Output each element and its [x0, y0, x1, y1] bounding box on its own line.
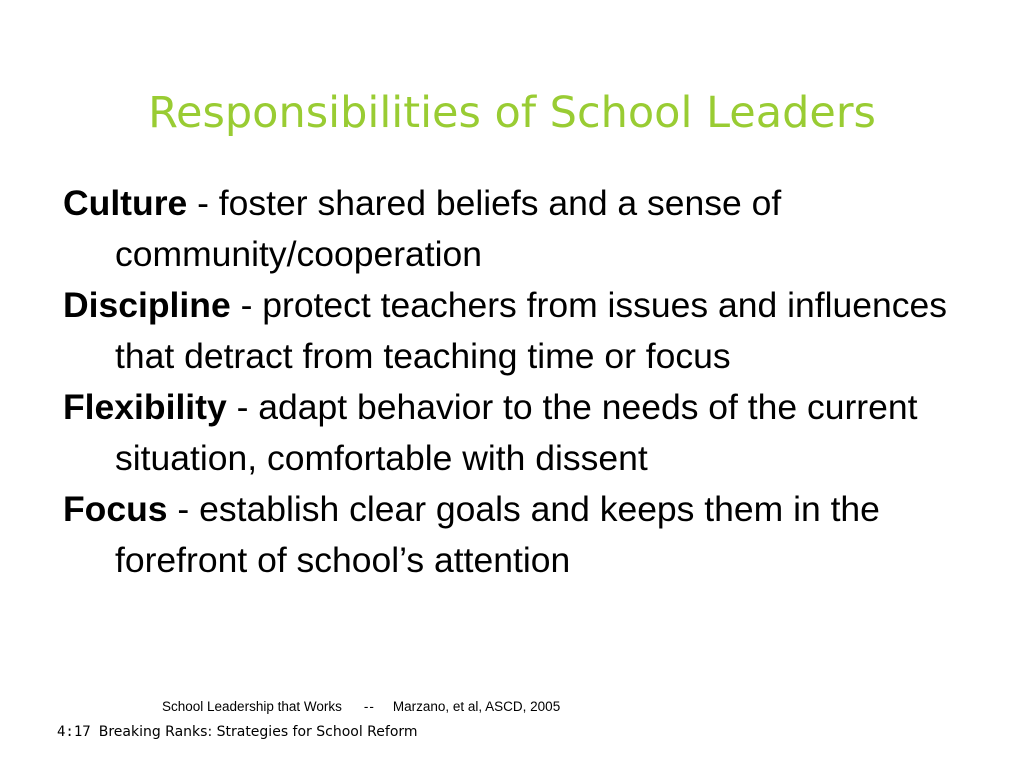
citation-author: Marzano, et al, ASCD, 2005 [392, 699, 561, 714]
item-description: - protect teachers from issues and influences that detract from teaching time or focus [115, 285, 947, 376]
item-term: Flexibility [63, 387, 227, 427]
list-item-culture [63, 178, 993, 280]
item-term: Focus [63, 489, 168, 529]
citation-separator: -- [363, 699, 375, 714]
slide-body [63, 178, 993, 586]
list-item-discipline [63, 280, 993, 382]
item-description: - foster shared beliefs and a sense of community/cooperation [115, 183, 782, 274]
footer-code: 4:17 [57, 724, 91, 740]
citation [162, 699, 560, 714]
item-term: Culture [63, 183, 188, 223]
item-description: - establish clear goals and keeps them in the forefront of school’s attention [115, 489, 880, 580]
footer-text: Breaking Ranks: Strategies for School Reform [98, 724, 418, 740]
slide-title: Responsibilities of School Leaders [148, 88, 876, 138]
item-term: Discipline [63, 285, 231, 325]
slide-footer [57, 724, 418, 740]
list-item-flexibility [63, 382, 993, 484]
item-description: - adapt behavior to the needs of the current situation, comfortable with dissent [115, 387, 918, 478]
list-item-focus [63, 484, 993, 586]
citation-source: School Leadership that Works [162, 699, 342, 714]
